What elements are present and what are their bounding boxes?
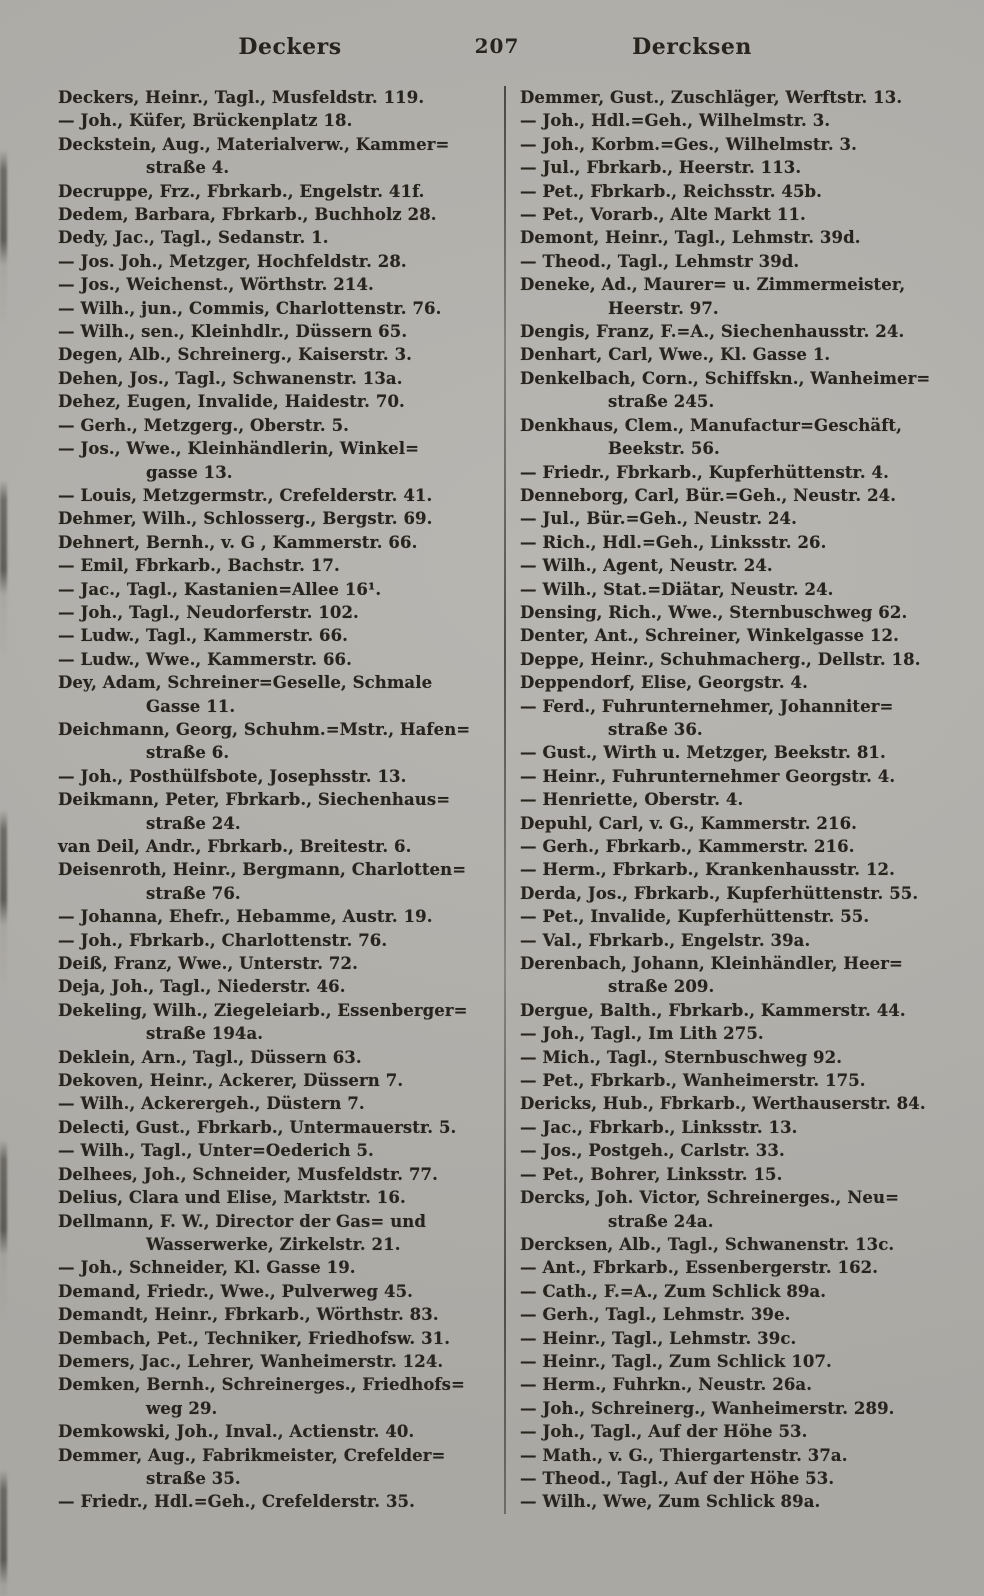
entry-line: — Pet., Bohrer, Linksstr. 15. bbox=[520, 1164, 783, 1184]
directory-entry bbox=[58, 1490, 498, 1513]
directory-entry bbox=[520, 1350, 960, 1373]
directory-entry bbox=[520, 1420, 960, 1443]
header-right-keyword: Dercksen bbox=[632, 34, 752, 60]
entry-line: — Joh., Korbm.=Ges., Wilhelmstr. 3. bbox=[520, 134, 857, 154]
entry-line: Deichmann, Georg, Schuhm.=Mstr., Hafen= bbox=[58, 719, 471, 739]
entry-line: Deneke, Ad., Maurer= u. Zimmermeister, bbox=[520, 275, 906, 295]
entry-line: Demandt, Heinr., Fbrkarb., Wörthstr. 83. bbox=[58, 1305, 439, 1325]
entry-line: Decruppe, Frz., Fbrkarb., Engelstr. 41f. bbox=[58, 181, 425, 201]
entry-line: — Joh., Tagl., Im Lith 275. bbox=[520, 1024, 764, 1044]
entry-line: Dekeling, Wilh., Ziegeleiarb., Essenberger= bbox=[58, 1000, 468, 1020]
entry-continuation-line: Gasse 11. bbox=[146, 696, 236, 716]
entry-line: Denhart, Carl, Wwe., Kl. Gasse 1. bbox=[520, 345, 831, 365]
directory-entry bbox=[58, 578, 498, 601]
entry-line: — Jos., Weichenst., Wörthstr. 214. bbox=[58, 275, 374, 295]
directory-entry bbox=[58, 297, 498, 320]
entry-line: — Jos., Postgeh., Carlstr. 33. bbox=[520, 1141, 785, 1161]
directory-entry bbox=[520, 765, 960, 788]
entry-line: — Henriette, Oberstr. 4. bbox=[520, 790, 744, 810]
entry-continuation-line: straße 36. bbox=[608, 719, 703, 739]
entry-continuation-line: straße 35. bbox=[146, 1468, 241, 1488]
directory-entry bbox=[58, 1373, 498, 1420]
directory-entry bbox=[520, 320, 960, 343]
directory-entry bbox=[58, 273, 498, 296]
directory-entry bbox=[58, 648, 498, 671]
directory-entry bbox=[520, 226, 960, 249]
directory-entry bbox=[520, 86, 960, 109]
directory-entry bbox=[520, 999, 960, 1022]
entry-line: — Jos. Joh., Metzger, Hochfeldstr. 28. bbox=[58, 251, 407, 271]
directory-entry bbox=[520, 1186, 960, 1233]
directory-entry bbox=[58, 601, 498, 624]
directory-entry bbox=[520, 812, 960, 835]
entry-line: Demand, Friedr., Wwe., Pulverweg 45. bbox=[58, 1281, 414, 1301]
entry-line: — Theod., Tagl., Auf der Höhe 53. bbox=[520, 1468, 835, 1488]
entry-line: — Joh., Hdl.=Geh., Wilhelmstr. 3. bbox=[520, 111, 831, 131]
entry-line: Dedem, Barbara, Fbrkarb., Buchholz 28. bbox=[58, 205, 437, 225]
directory-entry bbox=[520, 156, 960, 179]
entry-continuation-line: straße 245. bbox=[608, 392, 715, 412]
directory-entry bbox=[520, 554, 960, 577]
left-column bbox=[58, 86, 498, 1514]
entry-line: Demmer, Gust., Zuschläger, Werftstr. 13. bbox=[520, 88, 903, 107]
entry-line: — Ludw., Wwe., Kammerstr. 66. bbox=[58, 649, 352, 669]
entry-line: — Joh., Küfer, Brückenplatz 18. bbox=[58, 111, 353, 131]
entry-line: — Johanna, Ehefr., Hebamme, Austr. 19. bbox=[58, 907, 433, 927]
directory-entry bbox=[520, 648, 960, 671]
entry-line: — Jul., Bür.=Geh., Neustr. 24. bbox=[520, 509, 797, 529]
directory-entry bbox=[520, 180, 960, 203]
entry-line: — Heinr., Tagl., Zum Schlick 107. bbox=[520, 1351, 832, 1371]
entry-line: Dellmann, F. W., Director der Gas= und bbox=[58, 1211, 427, 1231]
directory-entry bbox=[58, 624, 498, 647]
entry-line: Dehnert, Bernh., v. G , Kammerstr. 66. bbox=[58, 532, 418, 552]
directory-entry bbox=[520, 133, 960, 156]
entry-continuation-line: weg 29. bbox=[146, 1398, 218, 1418]
directory-entry bbox=[58, 1303, 498, 1326]
directory-entry bbox=[520, 1467, 960, 1490]
entry-line: — Friedr., Fbrkarb., Kupferhüttenstr. 4. bbox=[520, 462, 889, 482]
directory-entry bbox=[58, 1444, 498, 1491]
entry-line: — Wilh., sen., Kleinhdlr., Düssern 65. bbox=[58, 322, 408, 342]
directory-entry bbox=[58, 1163, 498, 1186]
entry-line: Denkhaus, Clem., Manufactur=Geschäft, bbox=[520, 415, 902, 435]
entry-continuation-line: Beekstr. 56. bbox=[608, 439, 720, 459]
directory-entry bbox=[520, 1022, 960, 1045]
directory-entry bbox=[520, 1069, 960, 1092]
entry-line: — Pet., Fbrkarb., Reichsstr. 45b. bbox=[520, 181, 823, 201]
entry-line: — Emil, Fbrkarb., Bachstr. 17. bbox=[58, 556, 340, 576]
entry-line: Denneborg, Carl, Bür.=Geh., Neustr. 24. bbox=[520, 485, 897, 505]
entry-line: Dehez, Eugen, Invalide, Haidestr. 70. bbox=[58, 392, 405, 412]
entry-continuation-line: straße 24. bbox=[146, 813, 241, 833]
entry-line: Deja, Joh., Tagl., Niederstr. 46. bbox=[58, 977, 346, 997]
entry-line: Denkelbach, Corn., Schiffskn., Wanheimer= bbox=[520, 368, 931, 388]
entry-line: — Joh., Posthülfsbote, Josephsstr. 13. bbox=[58, 766, 407, 786]
directory-entry bbox=[58, 367, 498, 390]
entry-line: Dergue, Balth., Fbrkarb., Kammerstr. 44. bbox=[520, 1000, 906, 1020]
entry-line: Deikmann, Peter, Fbrkarb., Siechenhaus= bbox=[58, 790, 451, 810]
directory-entry bbox=[58, 999, 498, 1046]
entry-line: — Wilh., Agent, Neustr. 24. bbox=[520, 556, 773, 576]
entry-line: Deppendorf, Elise, Georgstr. 4. bbox=[520, 673, 808, 693]
entry-line: — Math., v. G., Thiergartenstr. 37a. bbox=[520, 1445, 848, 1465]
entry-line: — Pet., Invalide, Kupferhüttenstr. 55. bbox=[520, 907, 870, 927]
entry-continuation-line: straße 24a. bbox=[608, 1211, 714, 1231]
directory-entry bbox=[58, 1210, 498, 1257]
entry-line: — Jac., Tagl., Kastanien=Allee 16¹. bbox=[58, 579, 382, 599]
directory-entry bbox=[58, 1420, 498, 1443]
entry-line: — Joh., Fbrkarb., Charlottenstr. 76. bbox=[58, 930, 388, 950]
directory-entry bbox=[58, 765, 498, 788]
directory-entry bbox=[58, 788, 498, 835]
header-left-keyword: Deckers bbox=[238, 34, 342, 60]
entry-line: Dembach, Pet., Techniker, Friedhofsw. 31. bbox=[58, 1328, 451, 1348]
entry-line: — Wilh., Stat.=Diätar, Neustr. 24. bbox=[520, 579, 834, 599]
directory-entry bbox=[58, 203, 498, 226]
entry-line: Demont, Heinr., Tagl., Lehmstr. 39d. bbox=[520, 228, 861, 248]
directory-entry bbox=[520, 578, 960, 601]
page-header bbox=[0, 34, 984, 68]
directory-entry bbox=[58, 343, 498, 366]
entry-continuation-line: straße 6. bbox=[146, 743, 230, 763]
directory-entry bbox=[520, 273, 960, 320]
directory-entry bbox=[520, 1233, 960, 1256]
entry-line: Deckers, Heinr., Tagl., Musfeldstr. 119. bbox=[58, 88, 425, 107]
directory-entry bbox=[520, 1116, 960, 1139]
directory-entry bbox=[520, 1373, 960, 1396]
entry-line: Densing, Rich., Wwe., Sternbuschweg 62. bbox=[520, 602, 908, 622]
directory-entry bbox=[520, 858, 960, 881]
directory-entry bbox=[58, 1327, 498, 1350]
entry-line: — Jac., Fbrkarb., Linksstr. 13. bbox=[520, 1117, 798, 1137]
directory-entry bbox=[58, 180, 498, 203]
directory-entry bbox=[58, 86, 498, 109]
entry-line: — Jos., Wwe., Kleinhändlerin, Winkel= bbox=[58, 439, 420, 459]
directory-entry bbox=[520, 601, 960, 624]
directory-entry bbox=[58, 320, 498, 343]
entry-line: — Wilh., Tagl., Unter=Oederich 5. bbox=[58, 1141, 374, 1161]
entry-line: Depuhl, Carl, v. G., Kammerstr. 216. bbox=[520, 813, 858, 833]
directory-entry bbox=[58, 507, 498, 530]
directory-entry bbox=[58, 437, 498, 484]
column-divider-rule bbox=[504, 86, 506, 1514]
entry-line: — Cath., F.=A., Zum Schlick 89a. bbox=[520, 1281, 827, 1301]
directory-entry bbox=[58, 835, 498, 858]
directory-entry bbox=[520, 695, 960, 742]
directory-entry bbox=[520, 507, 960, 530]
directory-entry bbox=[58, 858, 498, 905]
entry-continuation-line: straße 209. bbox=[608, 977, 715, 997]
directory-entry bbox=[58, 226, 498, 249]
directory-entry bbox=[58, 109, 498, 132]
scan-edge-artifact bbox=[0, 0, 7, 1596]
entry-line: Dercks, Joh. Victor, Schreinerges., Neu= bbox=[520, 1188, 900, 1208]
entry-line: — Joh., Schreinerg., Wanheimerstr. 289. bbox=[520, 1398, 895, 1418]
directory-entry bbox=[58, 952, 498, 975]
directory-entry bbox=[520, 1163, 960, 1186]
entry-line: Dekoven, Heinr., Ackerer, Düssern 7. bbox=[58, 1071, 404, 1091]
entry-line: — Gerh., Metzgerg., Oberstr. 5. bbox=[58, 415, 350, 435]
entry-line: Dengis, Franz, F.=A., Siechenhausstr. 24. bbox=[520, 322, 905, 342]
directory-entry bbox=[58, 250, 498, 273]
entry-line: Derda, Jos., Fbrkarb., Kupferhüttenstr. 55. bbox=[520, 883, 919, 903]
entry-line: — Friedr., Hdl.=Geh., Crefelderstr. 35. bbox=[58, 1492, 415, 1512]
entry-line: — Ant., Fbrkarb., Essenbergerstr. 162. bbox=[520, 1258, 879, 1278]
entry-line: Demkowski, Joh., Inval., Actienstr. 40. bbox=[58, 1422, 415, 1442]
entry-line: — Heinr., Fuhrunternehmer Georgstr. 4. bbox=[520, 766, 896, 786]
directory-entry bbox=[520, 1490, 960, 1513]
entry-line: — Joh., Tagl., Neudorferstr. 102. bbox=[58, 602, 359, 622]
directory-entry bbox=[520, 1280, 960, 1303]
directory-entry bbox=[520, 905, 960, 928]
directory-entry bbox=[520, 741, 960, 764]
directory-entry bbox=[520, 203, 960, 226]
entry-line: Denter, Ant., Schreiner, Winkelgasse 12. bbox=[520, 626, 899, 646]
directory-entry bbox=[520, 109, 960, 132]
entry-line: Delius, Clara und Elise, Marktstr. 16. bbox=[58, 1188, 406, 1208]
entry-line: — Ferd., Fuhrunternehmer, Johanniter= bbox=[520, 696, 894, 716]
directory-entry bbox=[58, 554, 498, 577]
entry-line: Delhees, Joh., Schneider, Musfeldstr. 77. bbox=[58, 1164, 438, 1184]
entry-line: — Gust., Wirth u. Metzger, Beekstr. 81. bbox=[520, 743, 886, 763]
directory-entry bbox=[520, 1397, 960, 1420]
directory-entry bbox=[58, 1069, 498, 1092]
directory-entry bbox=[520, 1327, 960, 1350]
directory-entry bbox=[58, 1139, 498, 1162]
directory-entry bbox=[520, 929, 960, 952]
entry-line: Dehmer, Wilh., Schlosserg., Bergstr. 69. bbox=[58, 509, 433, 529]
entry-line: — Louis, Metzgermstr., Crefelderstr. 41. bbox=[58, 485, 433, 505]
entry-line: Deckstein, Aug., Materialverw., Kammer= bbox=[58, 134, 450, 154]
entry-line: — Val., Fbrkarb., Engelstr. 39a. bbox=[520, 930, 811, 950]
directory-entry bbox=[58, 1092, 498, 1115]
directory-entry bbox=[520, 671, 960, 694]
directory-entry bbox=[520, 1256, 960, 1279]
entry-continuation-line: Wasserwerke, Zirkelstr. 21. bbox=[146, 1234, 401, 1254]
directory-entry bbox=[58, 718, 498, 765]
entry-line: — Gerh., Tagl., Lehmstr. 39e. bbox=[520, 1305, 791, 1325]
directory-entry bbox=[520, 414, 960, 461]
directory-entry bbox=[58, 975, 498, 998]
entry-line: — Ludw., Tagl., Kammerstr. 66. bbox=[58, 626, 349, 646]
entry-line: Deklein, Arn., Tagl., Düssern 63. bbox=[58, 1047, 362, 1067]
entry-continuation-line: straße 4. bbox=[146, 158, 230, 178]
entry-line: — Theod., Tagl., Lehmstr 39d. bbox=[520, 251, 800, 271]
entry-line: — Joh., Schneider, Kl. Gasse 19. bbox=[58, 1258, 356, 1278]
entry-line: Dercksen, Alb., Tagl., Schwanenstr. 13c. bbox=[520, 1234, 895, 1254]
directory-entry bbox=[58, 414, 498, 437]
directory-entry bbox=[520, 484, 960, 507]
entry-line: — Joh., Tagl., Auf der Höhe 53. bbox=[520, 1422, 808, 1442]
entry-line: Delecti, Gust., Fbrkarb., Untermauerstr. 5. bbox=[58, 1117, 457, 1137]
directory-entry bbox=[520, 835, 960, 858]
entry-continuation-line: straße 76. bbox=[146, 883, 241, 903]
entry-line: Dey, Adam, Schreiner=Geselle, Schmale bbox=[58, 673, 433, 693]
entry-continuation-line: gasse 13. bbox=[146, 462, 233, 482]
entry-line: Dedy, Jac., Tagl., Sedanstr. 1. bbox=[58, 228, 329, 248]
directory-entry bbox=[58, 1350, 498, 1373]
directory-entry bbox=[58, 905, 498, 928]
entry-line: Deisenroth, Heinr., Bergmann, Charlotten= bbox=[58, 860, 467, 880]
entry-line: Dericks, Hub., Fbrkarb., Werthauserstr. 84. bbox=[520, 1094, 926, 1114]
entry-line: — Gerh., Fbrkarb., Kammerstr. 216. bbox=[520, 837, 855, 856]
directory-entry bbox=[520, 1139, 960, 1162]
entry-line: Deppe, Heinr., Schuhmacherg., Dellstr. 18. bbox=[520, 649, 921, 669]
entry-line: — Pet., Fbrkarb., Wanheimerstr. 175. bbox=[520, 1071, 866, 1091]
entry-line: — Jul., Fbrkarb., Heerstr. 113. bbox=[520, 158, 802, 178]
directory-entry bbox=[520, 788, 960, 811]
directory-entry bbox=[58, 1280, 498, 1303]
directory-entry bbox=[520, 1444, 960, 1467]
entry-line: — Pet., Vorarb., Alte Markt 11. bbox=[520, 205, 806, 225]
entry-line: — Wilh., Ackerergeh., Düstern 7. bbox=[58, 1094, 365, 1114]
entry-line: — Heinr., Tagl., Lehmstr. 39c. bbox=[520, 1328, 797, 1348]
directory-entry bbox=[58, 1116, 498, 1139]
directory-entry bbox=[58, 133, 498, 180]
directory-entry bbox=[520, 531, 960, 554]
entry-line: Degen, Alb., Schreinerg., Kaiserstr. 3. bbox=[58, 345, 413, 365]
entry-continuation-line: straße 194a. bbox=[146, 1024, 264, 1044]
directory-entry bbox=[520, 624, 960, 647]
directory-entry bbox=[520, 367, 960, 414]
directory-entry bbox=[58, 484, 498, 507]
entry-line: Dehen, Jos., Tagl., Schwanenstr. 13a. bbox=[58, 368, 403, 388]
directory-entry bbox=[58, 531, 498, 554]
directory-entry bbox=[58, 1186, 498, 1209]
entry-line: — Mich., Tagl., Sternbuschweg 92. bbox=[520, 1047, 843, 1067]
entry-line: Derenbach, Johann, Kleinhändler, Heer= bbox=[520, 954, 903, 974]
directory-entry bbox=[520, 952, 960, 999]
entry-line: Deiß, Franz, Wwe., Unterstr. 72. bbox=[58, 954, 358, 974]
entry-line: — Rich., Hdl.=Geh., Linksstr. 26. bbox=[520, 532, 827, 552]
directory-entry bbox=[520, 1046, 960, 1069]
directory-entry bbox=[58, 1256, 498, 1279]
entry-line: Demmer, Aug., Fabrikmeister, Crefelder= bbox=[58, 1445, 446, 1465]
directory-entry bbox=[520, 882, 960, 905]
entry-line: — Wilh., Wwe, Zum Schlick 89a. bbox=[520, 1492, 821, 1512]
directory-entry bbox=[520, 250, 960, 273]
directory-entry bbox=[520, 1303, 960, 1326]
entry-line: — Herm., Fuhrkn., Neustr. 26a. bbox=[520, 1375, 813, 1395]
directory-entry bbox=[58, 929, 498, 952]
entry-line: Demken, Bernh., Schreinerges., Friedhofs= bbox=[58, 1375, 465, 1395]
directory-entry bbox=[58, 671, 498, 718]
directory-entry bbox=[520, 1092, 960, 1115]
directory-entry bbox=[58, 390, 498, 413]
directory-entry bbox=[58, 1046, 498, 1069]
page-number: 207 bbox=[474, 34, 520, 58]
entry-line: — Wilh., jun., Commis, Charlottenstr. 76. bbox=[58, 298, 442, 318]
entry-line: van Deil, Andr., Fbrkarb., Breitestr. 6. bbox=[58, 837, 412, 856]
right-column bbox=[520, 86, 960, 1514]
directory-entry bbox=[520, 461, 960, 484]
entry-continuation-line: Heerstr. 97. bbox=[608, 298, 719, 318]
entry-line: — Herm., Fbrkarb., Krankenhausstr. 12. bbox=[520, 860, 895, 880]
entry-line: Demers, Jac., Lehrer, Wanheimerstr. 124. bbox=[58, 1351, 444, 1371]
directory-entry bbox=[520, 343, 960, 366]
